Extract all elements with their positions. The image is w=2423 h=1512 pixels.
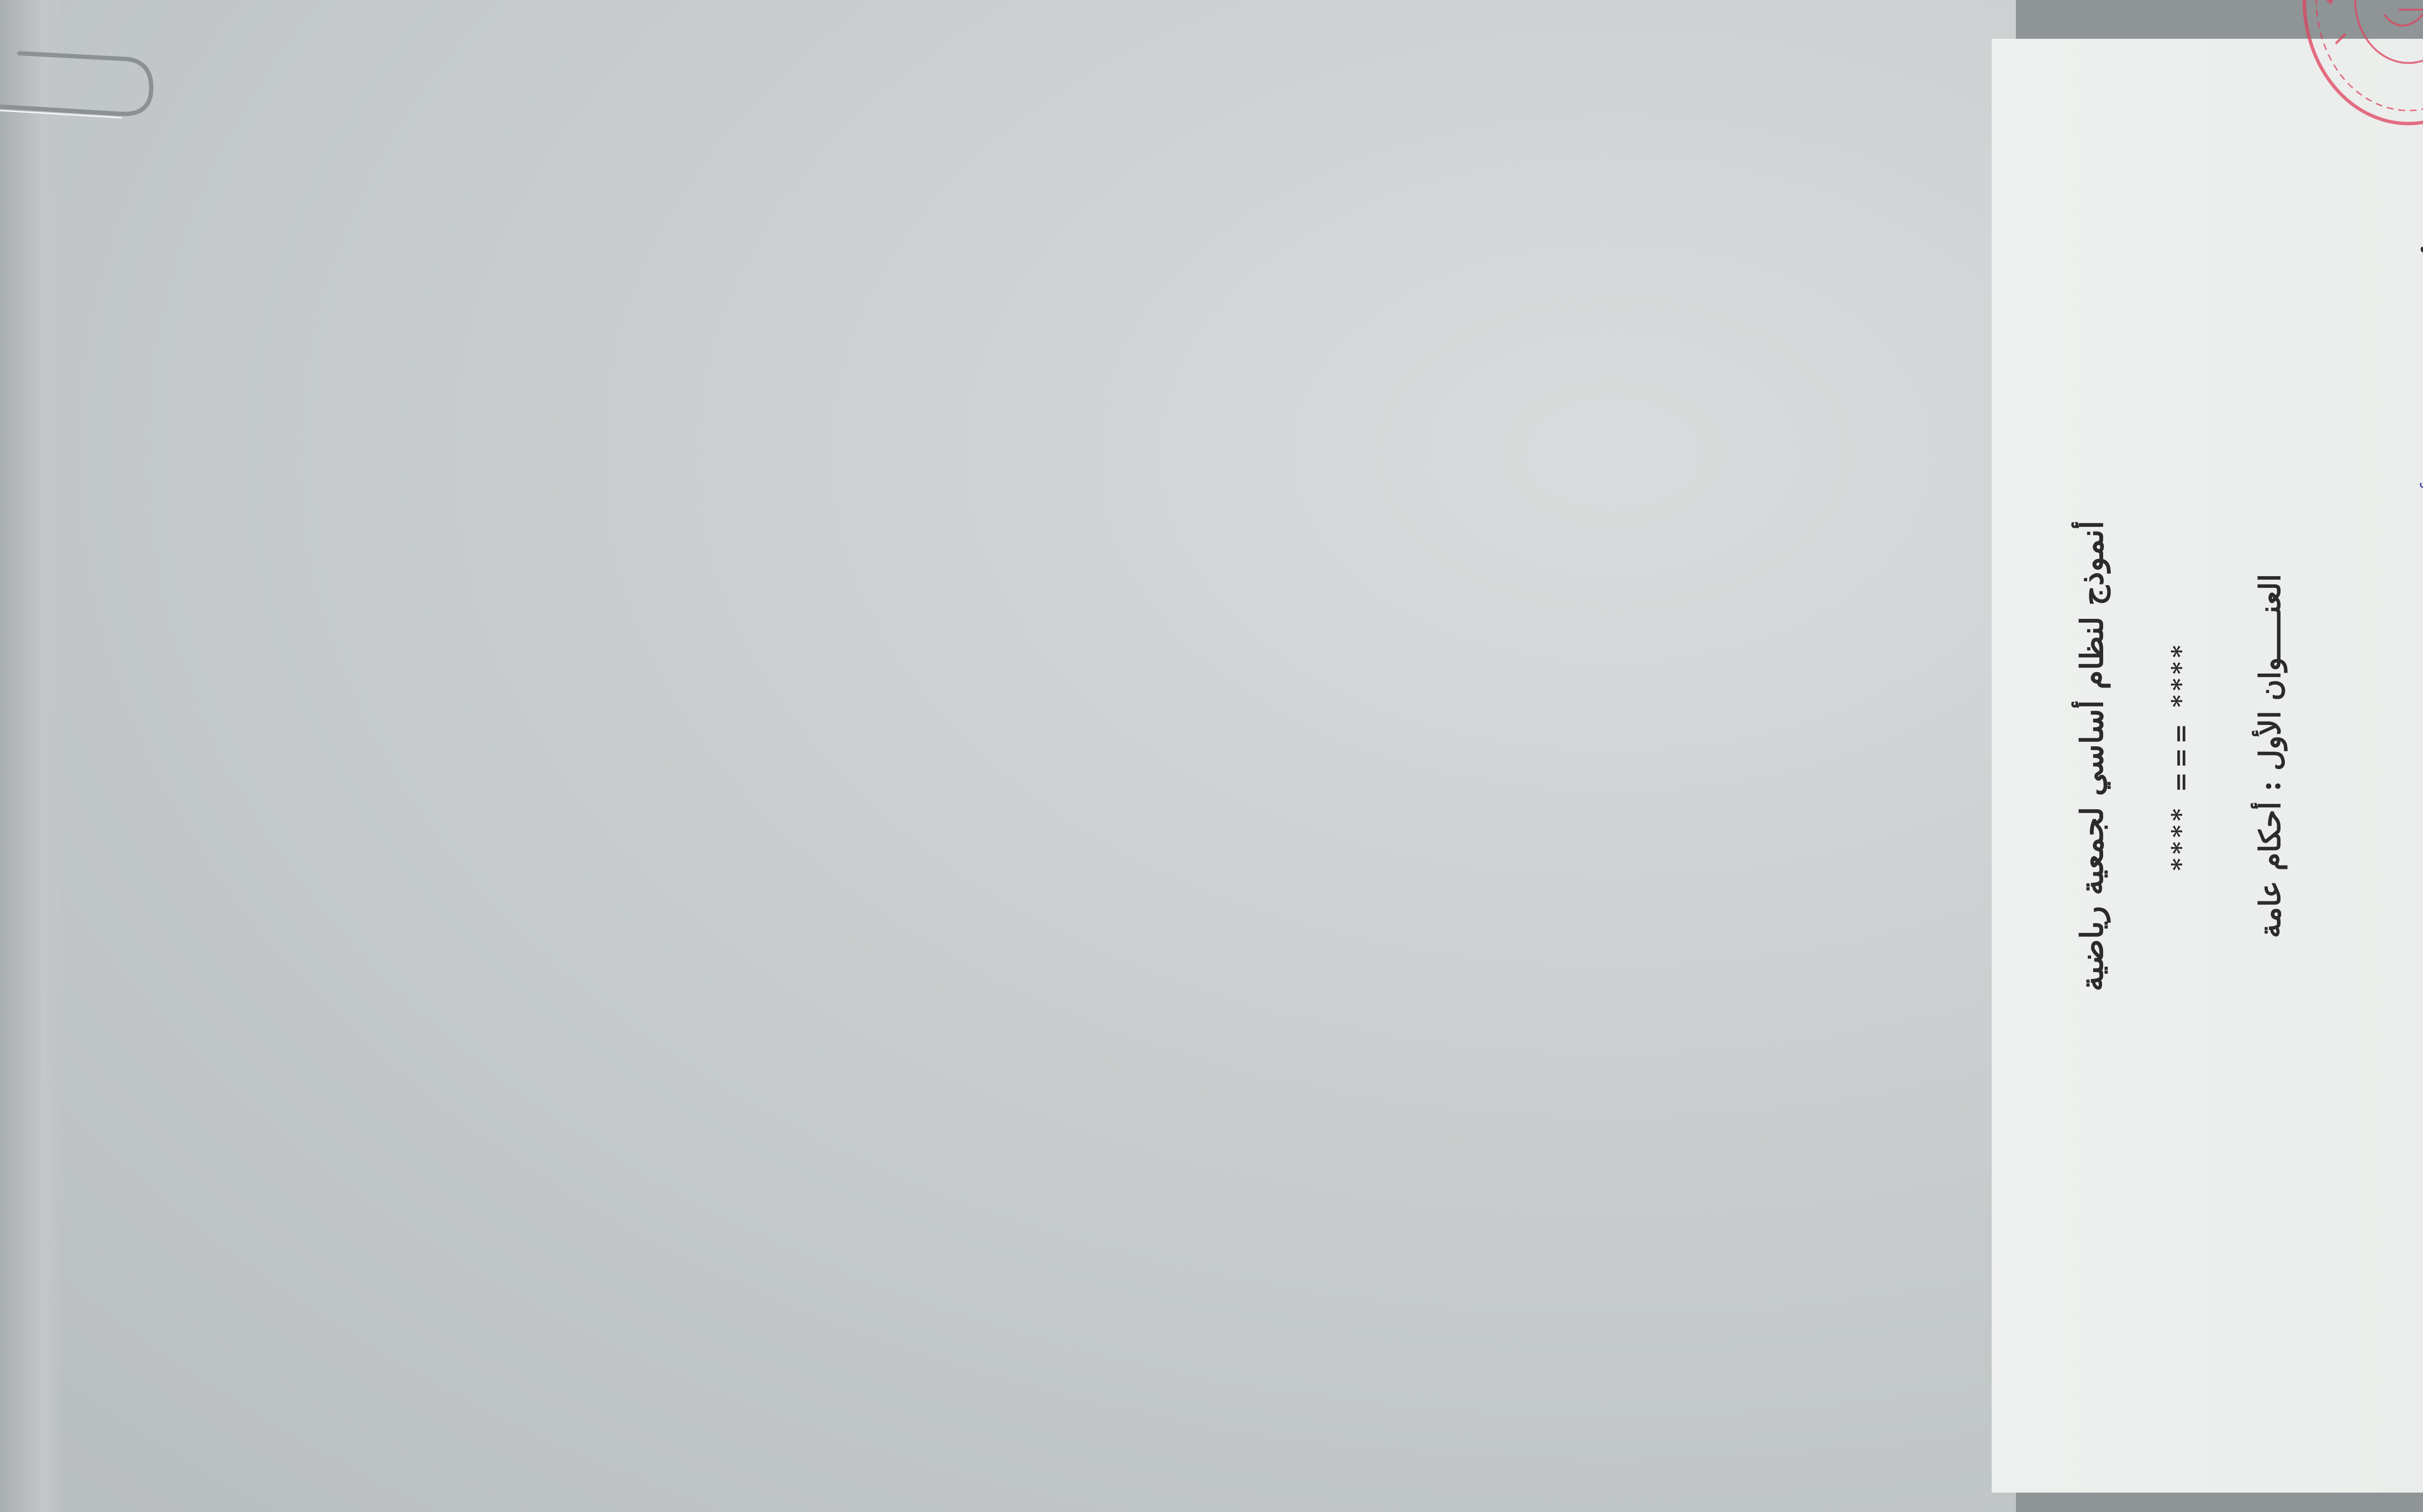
chapter-title: العنـــــوان الأول : أحكام عامة [2253, 574, 2287, 938]
document-body [2394, 111, 2423, 1391]
document-page [1992, 39, 2423, 1493]
shadow-edge [0, 0, 63, 1512]
decorative-separator: **** === **** [2166, 641, 2195, 871]
article-1 [2394, 111, 2423, 1391]
document-title: أنموذج لنظام أساسي لجمعية رياضية [2074, 520, 2110, 992]
paperclip-icon [0, 29, 160, 131]
official-stamp-icon [2297, 0, 2423, 131]
